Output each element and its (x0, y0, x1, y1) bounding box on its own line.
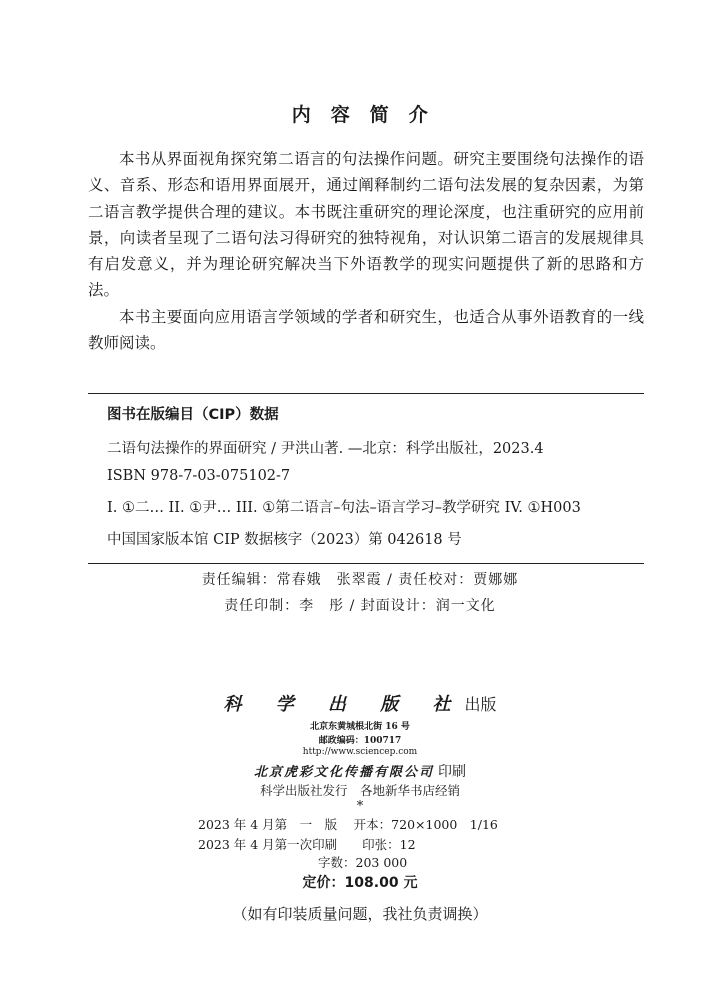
printer-line (0, 761, 720, 781)
summary-paragraph-1: 本书从界面视角探究第二语言的句法操作问题。研究主要围绕句法操作的语义、音系、形态和语用界面展开，通过阐释制约二语句法发展的复杂因素，为第二语言教学提供合理的建议。本书既注重研究的理论深度，也注重研究的应用前景，向读者呈现了二语句法习得研究的独特视角，对认识第二语言的发展规律具有启发意义，并为理论研究解决当下外语教学的现实问题提供了新的思路和方法。 (88, 150, 644, 300)
publisher-name: 科 学 出 版 社 (223, 694, 465, 715)
separator-star: * (356, 799, 364, 814)
word-count-line: 字数：203 000 (318, 855, 408, 870)
cip-heading: 图书在版编目（CIP）数据 (107, 407, 279, 423)
cip-record-number-line: 中国国家版本馆 CIP 数据核字（2023）第 042618 号 (107, 532, 462, 548)
cip-bottom-rule (88, 563, 644, 564)
publisher-website: http://www.sciencep.com (302, 747, 418, 757)
editor-credits: 责任编辑：常春娥 张翠霞 / 责任校对：贾娜娜 (201, 572, 519, 588)
summary-body (88, 146, 644, 356)
publisher-postcode: 邮政编码：100717 (318, 736, 402, 746)
publisher-address: 北京东黄城根北街 16 号 (310, 722, 410, 732)
printer-suffix: 印刷 (438, 764, 466, 780)
edition-line-2: 2023 年 4 月第一次印刷 印张：12 (198, 837, 416, 852)
printer-name: 北京虎彩文化传播有限公司 (253, 765, 434, 780)
publisher-suffix: 出版 (464, 695, 497, 714)
cip-title-line: 二语句法操作的界面研究 / 尹洪山著. —北京：科学出版社，2023.4 (107, 441, 544, 457)
cip-classification-line: I. ①二… II. ①尹… III. ①第二语言–句法–语言学习–教学研究 IV. ①H003 (107, 500, 581, 516)
publisher-line (0, 690, 720, 716)
quality-notice: （如有印装质量问题，我社负责调换） (232, 905, 488, 923)
distribution-line: 科学出版社发行 各地新华书店经销 (259, 783, 460, 798)
production-credits: 责任印制：李 彤 / 封面设计：润一文化 (224, 598, 496, 614)
cip-top-rule (88, 393, 644, 394)
price: 定价：108.00 元 (302, 875, 418, 891)
cip-isbn-line: ISBN 978-7-03-075102-7 (107, 468, 291, 484)
summary-title: 内 容 简 介 (291, 104, 429, 126)
summary-paragraph-2: 本书主要面向应用语言学领域的学者和研究生，也适合从事外语教育的一线教师阅读。 (88, 307, 644, 353)
edition-line-1: 2023 年 4 月第 一 版 开本：720×1000 1/16 (198, 817, 498, 832)
